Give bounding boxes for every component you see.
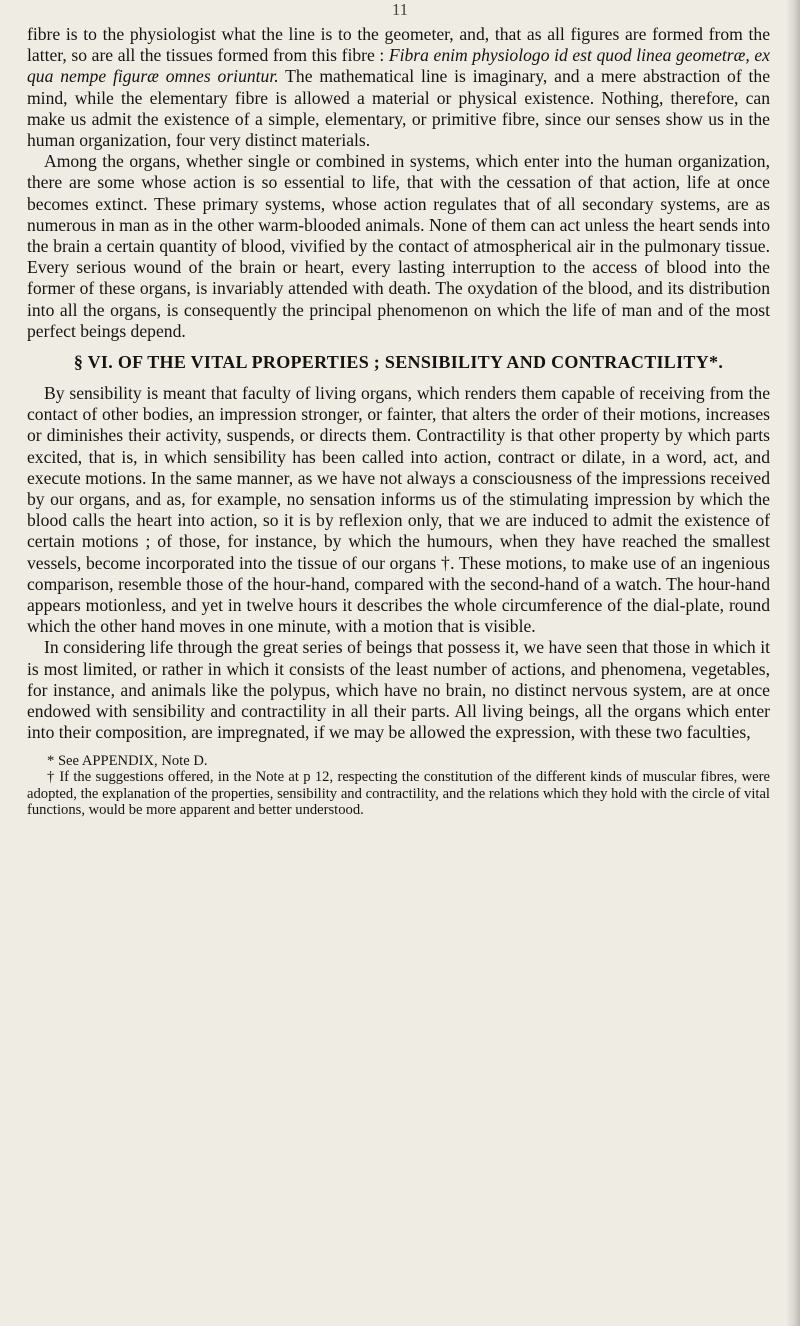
footnote-muscular-fibres: † If the suggestions offered, in the Note at p 12, respecting the constitution of the different kinds of muscular fibres, were adopted, the explanation of the properties, sensibility and contractility, and the relations which they hold with the circle of vital functions, would be more apparent and better understood. [27,769,770,819]
latin-quotation: Fibra enim physiologo id est quod linea geometræ, ex qua nempe figuræ omnes oriuntur. [27,45,770,87]
footnotes [27,753,770,819]
paragraph-organs: Among the organs, whether single or combined in systems, which enter into the human organization, there are some whose action is so essential to life, that with the cessation of that action, life at once becomes extinct. These primary systems, whose action regulates that of all secondary systems, are as numerous in man as in the other warm-blooded animals. None of them can act unless the heart sends into the brain a certain quantity of blood, vivified by the contact of atmospherical air in the pulmonary tissue. Every serious wound of the brain or heart, every lasting interruption to the access of blood into the former of these organs, is invariably attended with death. The oxydation of the blood, and its distribution into all the organs, is consequently the principal phenomenon on which the life of man and of the most perfect beings depend. [27,151,770,341]
paragraph-sensibility: By sensibility is meant that faculty of living organs, which renders them capable of receiving from the contact of other bodies, an impression stronger, or fainter, that alters the order of their motions, increases or diminishes their activity, suspends, or directs them. Contractility is that other property by which parts excited, that is, in which sensibility has been called into action, contract or dilate, in a word, act, and execute motions. In the same manner, as we have not always a consciousness of the impressions received by our organs, and as, for example, no sensation informs us of the stimulating impression by which the blood calls the heart into action, so it is by reflexion only, that we are induced to admit the existence of certain motions ; of those, for instance, by which the humours, when they have reached the smallest vessels, become incorporated into the tissue of our organs †. These motions, to make use of an ingenious comparison, resemble those of the hour-hand, compared with the second-hand of a watch. The hour-hand appears motionless, and yet in twelve hours it describes the whole circumference of the dial-plate, round which the other hand moves in one minute, with a motion that is visible. [27,383,770,637]
paragraph-fibre-text-a: fibre is to the physiologist what the line is to the geometer, and, that as all figures are formed from the latter, so are all the tissues formed from this fibre : [27,24,770,66]
page-number: 11 [391,0,409,19]
paragraph-fibre [27,24,770,151]
page-edge-shadow [786,0,800,1326]
section-heading: § VI. OF THE VITAL PROPERTIES ; SENSIBILITY AND CONTRACTILITY*. [73,352,724,373]
paragraph-fibre-text-b: The mathematical line is imaginary, and a mere abstraction of the mind, while the elementary fibre is allowed a material or physical existence. Nothing, therefore, can make us admit the existence of a simple, elementary, or primitive fibre, since our senses show us in the human organization, four very distinct materials. [27,66,771,151]
footnote-appendix: * See APPENDIX, Note D. [47,752,208,769]
paragraph-life-series: In considering life through the great series of beings that possess it, we have seen that those in which it is most limited, or rather in which it consists of the least number of actions, and phenomena, vegetables, for instance, and animals like the polypus, which have no brain, no distinct nervous system, are at once endowed with sensibility and contractility in all their parts. All living beings, all the organs which enter into their composition, are impregnated, if we may be allowed the expression, with these two faculties, [27,637,770,743]
